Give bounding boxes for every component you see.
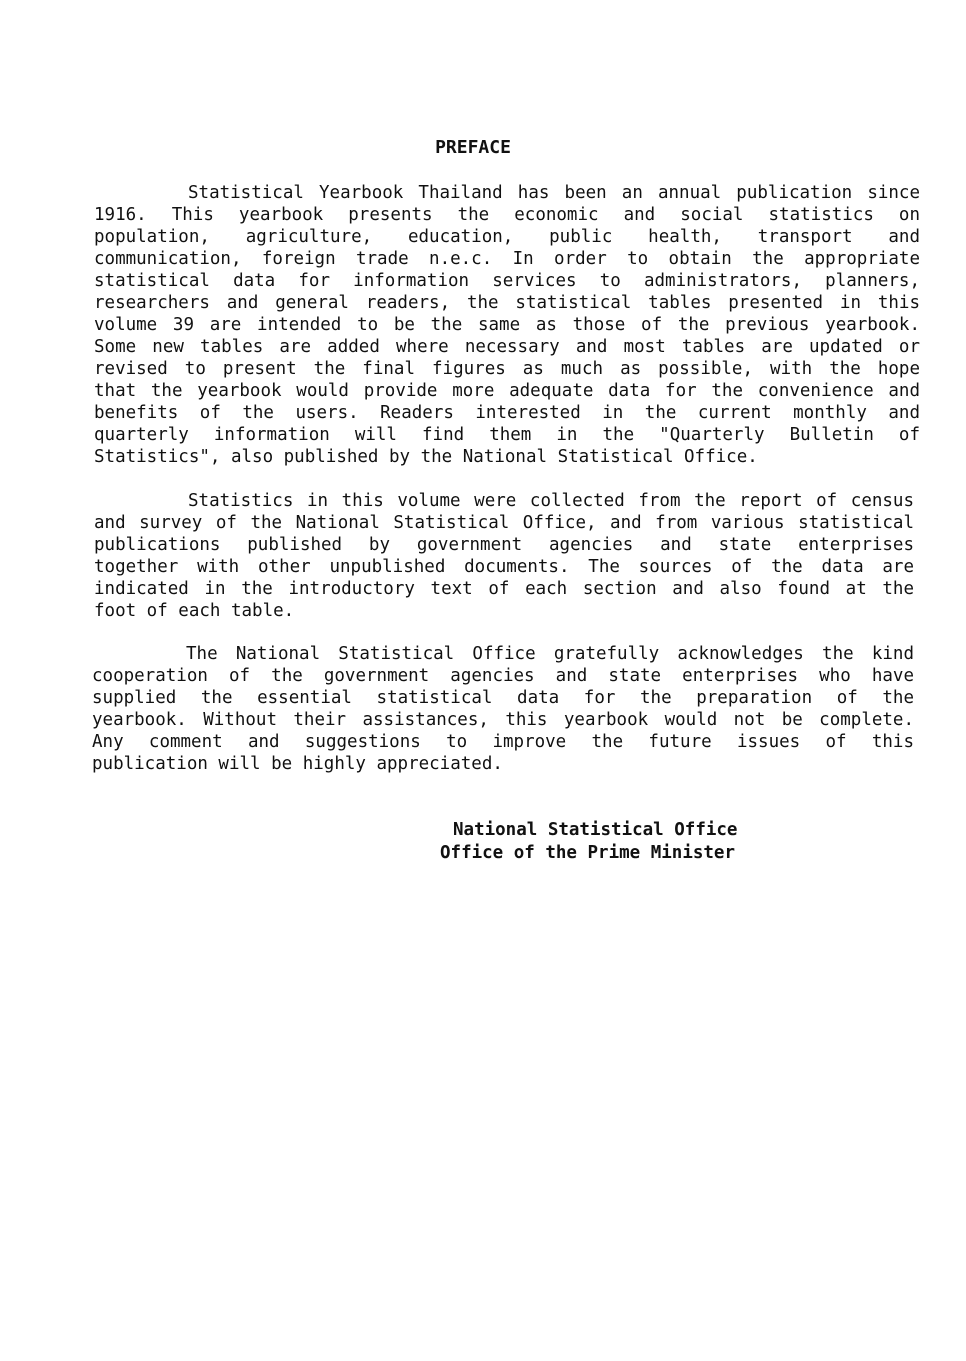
paragraph-line: Statistics in this volume were collected from the report of census — [188, 491, 914, 511]
paragraph-line: publications published by government agencies and state enterprises — [94, 535, 914, 555]
paragraph-line: Statistical Yearbook Thailand has been an annual publication since — [188, 183, 920, 203]
paragraph-line: yearbook. Without their assistances, this yearbook would not be complete. — [92, 710, 914, 730]
paragraph-line: and survey of the National Statistical Office, and from various statistical — [94, 513, 914, 533]
paragraph-line: quarterly information will find them in the "Quarterly Bulletin of — [94, 425, 920, 445]
paragraph-line: The National Statistical Office gratefully acknowledges the kind — [186, 644, 914, 664]
preface-paragraph-3 — [92, 643, 914, 775]
paragraph-line: researchers and general readers, the statistical tables presented in this — [94, 293, 920, 313]
paragraph-line: Any comment and suggestions to improve the future issues of this — [92, 732, 914, 752]
paragraph-line: 1916. This yearbook presents the economic and social statistics on — [94, 205, 920, 225]
paragraph-line: indicated in the introductory text of each section and also found at the — [94, 579, 914, 599]
paragraph-line: Statistics", also published by the National Statistical Office. — [94, 447, 758, 467]
paragraph-line: volume 39 are intended to be the same as those of the previous yearbook. — [94, 315, 920, 335]
signature-organization: National Statistical Office — [453, 820, 738, 840]
paragraph-line: population, agriculture, education, public health, transport and — [94, 227, 920, 247]
paragraph-line: revised to present the final figures as much as possible, with the hope — [94, 359, 920, 379]
paragraph-line: together with other unpublished documents. The sources of the data are — [94, 557, 914, 577]
preface-paragraph-1 — [94, 182, 920, 468]
paragraph-line: cooperation of the government agencies and state enterprises who have — [92, 666, 914, 686]
paragraph-line: communication, foreign trade n.e.c. In order to obtain the appropriate — [94, 249, 920, 269]
page-title: PREFACE — [435, 137, 511, 158]
paragraph-line: benefits of the users. Readers interested in the current monthly and — [94, 403, 920, 423]
paragraph-line: Some new tables are added where necessary and most tables are updated or — [94, 337, 920, 357]
paragraph-line: statistical data for information services to administrators, planners, — [94, 271, 920, 291]
signature-office: Office of the Prime Minister — [440, 843, 736, 863]
paragraph-line: that the yearbook would provide more adequate data for the convenience and — [94, 381, 920, 401]
paragraph-line: foot of each table. — [94, 601, 295, 621]
preface-paragraph-2 — [94, 490, 914, 622]
signature-block — [440, 819, 800, 865]
paragraph-line: supplied the essential statistical data for the preparation of the — [92, 688, 914, 708]
paragraph-line: publication will be highly appreciated. — [92, 754, 503, 774]
